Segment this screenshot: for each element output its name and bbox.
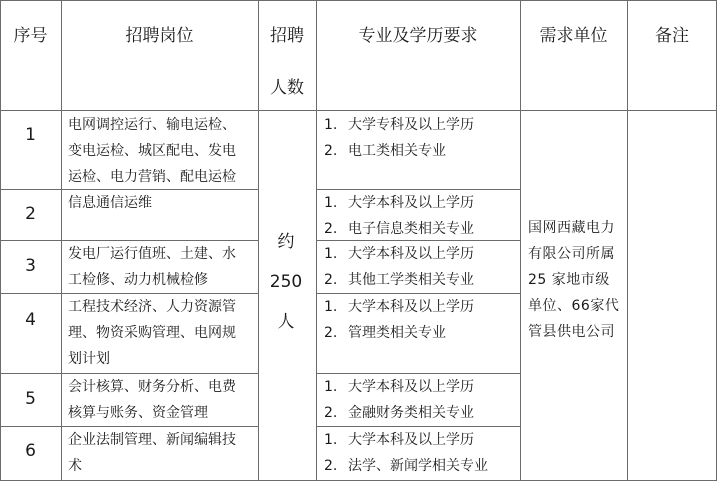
header-seq: 序号 <box>13 26 48 46</box>
header-position: 招聘岗位 <box>125 26 194 46</box>
row-1-number: 1 <box>25 125 36 145</box>
hiring-count: 约 250 人 <box>269 232 303 332</box>
header-notes: 备注 <box>655 26 689 46</box>
row-6-requirements: 1. 大学本科及以上学历 2. 法学、新闻学相关专业 <box>324 432 488 474</box>
row-3-requirements: 1. 大学本科及以上学历 2. 其他工学类相关专业 <box>324 246 474 288</box>
row-5-number: 5 <box>25 389 36 409</box>
row-3-number: 3 <box>25 256 36 276</box>
header-count-line2: 人数 <box>270 78 304 98</box>
header-requirements: 专业及学历要求 <box>358 26 478 46</box>
row-3-position: 发电厂运行值班、土建、水 工检修、动力机械检修 <box>68 246 236 288</box>
row-5-requirements: 1. 大学本科及以上学历 2. 金融财务类相关专业 <box>324 379 474 421</box>
row-1-position: 电网调控运行、输电运检、 变电运检、城区配电、发电 运检、电力营销、配电运检 <box>68 117 236 185</box>
row-4-number: 4 <box>25 310 36 330</box>
row-6-position: 企业法制管理、新闻编辑技 术 <box>68 432 236 474</box>
row-2-number: 2 <box>25 204 36 224</box>
header-count-line1: 招聘 <box>270 26 304 46</box>
row-4-position: 工程技术经济、人力资源管 理、物资采购管理、电网规 划计划 <box>68 299 236 367</box>
demand-unit: 国网西藏电力 有限公司所属 25 家地市级 单位、66家代 管县供电公司 <box>528 220 620 340</box>
header-unit: 需求单位 <box>539 26 608 46</box>
row-2-requirements: 1. 大学本科及以上学历 2. 电子信息类相关专业 <box>324 195 474 237</box>
row-2-position: 信息通信运维 <box>68 195 152 211</box>
row-6-number: 6 <box>25 441 36 461</box>
row-1-requirements: 1. 大学专科及以上学历 2. 电工类相关专业 <box>324 117 474 159</box>
row-5-position: 会计核算、财务分析、电费 核算与账务、资金管理 <box>68 379 236 421</box>
row-4-requirements: 1. 大学本科及以上学历 2. 管理类相关专业 <box>324 299 474 341</box>
